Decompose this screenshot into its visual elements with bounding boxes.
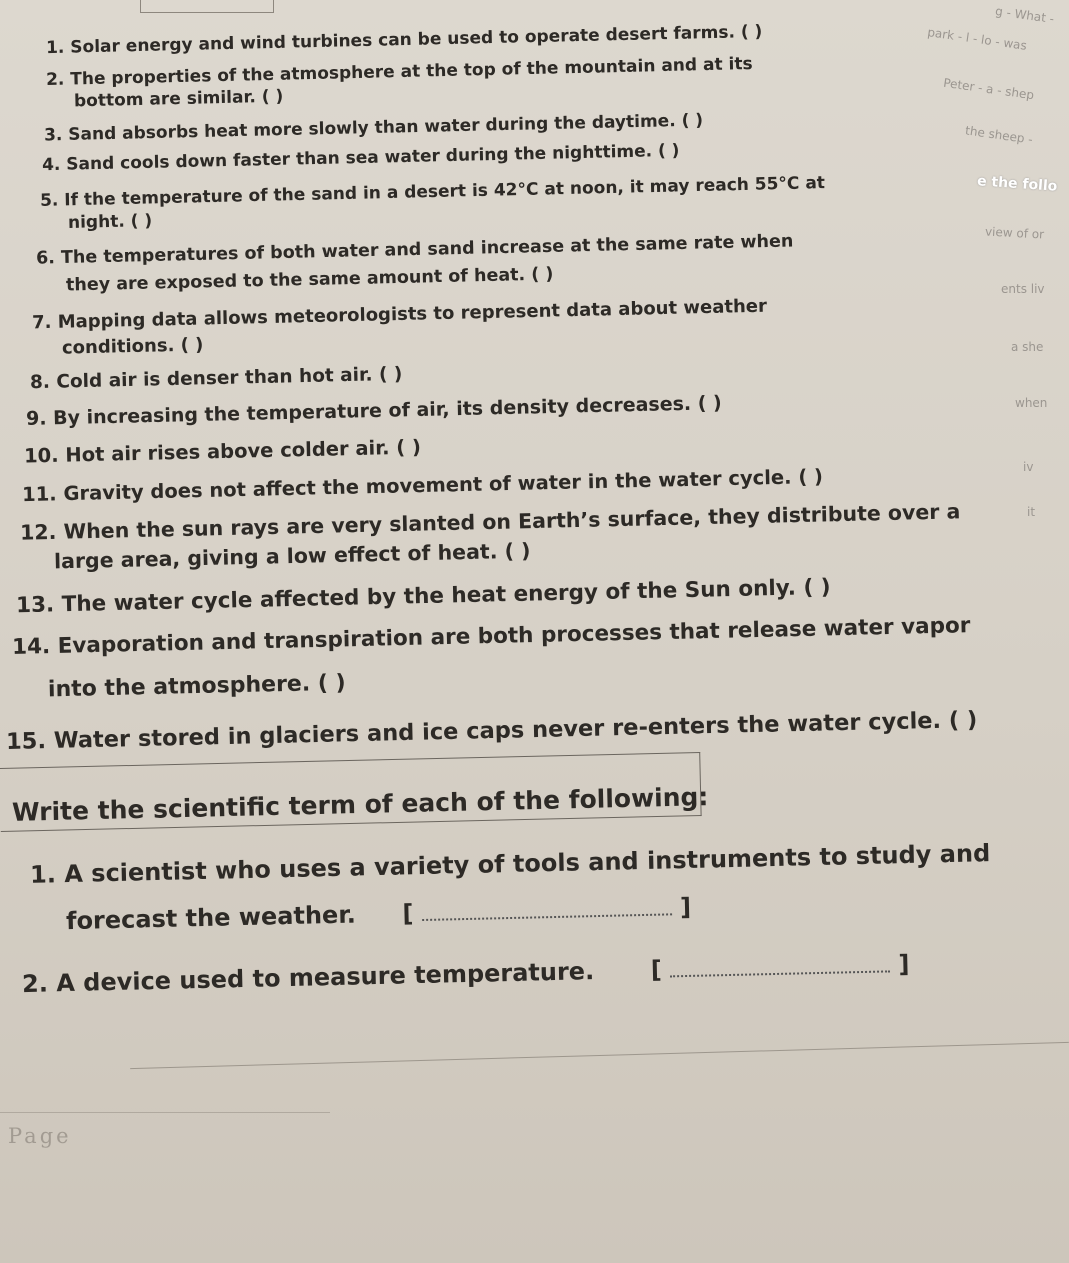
question-text: When the sun rays are very slanted on Earth’s surface, they distribute over a bbox=[63, 499, 961, 544]
question-number: 13. bbox=[15, 592, 55, 619]
question-6-cont bbox=[66, 264, 554, 295]
page-footer: Page bbox=[8, 1124, 72, 1148]
question-text: Evaporation and transpiration are both processes that release water vapor bbox=[57, 613, 971, 659]
question-text: If the temperature of the sand in a desert is 42°C at noon, it may reach 55°C at bbox=[64, 173, 826, 211]
term-text: A device used to measure temperature. bbox=[55, 957, 595, 998]
question-number: 5. bbox=[39, 190, 59, 211]
question-3 bbox=[44, 111, 703, 146]
question-7 bbox=[32, 296, 767, 334]
question-5 bbox=[40, 173, 825, 211]
term-number: 1. bbox=[29, 860, 57, 889]
question-text: Solar energy and wind turbines can be used to operate desert farms. ( ) bbox=[70, 21, 763, 58]
bleed-line: when bbox=[1015, 396, 1048, 410]
question-13 bbox=[16, 575, 831, 618]
question-12-cont bbox=[54, 539, 531, 574]
question-text: The temperatures of both water and sand increase at the same rate when bbox=[60, 231, 794, 269]
bleed-line: ents liv bbox=[1001, 282, 1045, 296]
term-1-cont bbox=[66, 893, 692, 935]
question-number: 11. bbox=[21, 482, 57, 507]
question-10 bbox=[24, 436, 421, 468]
question-text: conditions. ( ) bbox=[61, 334, 204, 359]
question-text: they are exposed to the same amount of heat. ( ) bbox=[65, 264, 554, 296]
question-8 bbox=[30, 364, 403, 393]
section-heading: Write the scientific term of each of the following: bbox=[11, 782, 709, 827]
bleed-line: iv bbox=[1023, 460, 1034, 474]
question-number: 6. bbox=[35, 248, 56, 269]
question-text: The water cycle affected by the heat energy of the Sun only. ( ) bbox=[61, 574, 831, 618]
question-text: Cold air is denser than hot air. ( ) bbox=[56, 363, 403, 393]
question-number: 9. bbox=[25, 407, 47, 430]
question-6 bbox=[36, 231, 794, 268]
open-bracket: [ bbox=[650, 955, 663, 984]
bleed-line: it bbox=[1027, 505, 1036, 519]
page-rule bbox=[130, 1042, 1069, 1069]
question-7-cont bbox=[62, 334, 204, 358]
bleed-line: g - What - bbox=[994, 3, 1055, 27]
term-2 bbox=[22, 950, 910, 998]
term-1 bbox=[30, 839, 991, 889]
question-number: 12. bbox=[19, 519, 57, 545]
question-12 bbox=[20, 499, 961, 544]
question-15 bbox=[6, 707, 978, 755]
question-text: The properties of the atmosphere at the top of the mountain and at its bbox=[70, 53, 753, 90]
term-text: forecast the weather. bbox=[65, 900, 357, 936]
question-2 bbox=[46, 54, 753, 90]
question-9 bbox=[26, 392, 722, 430]
term-number: 2. bbox=[21, 969, 49, 999]
question-14 bbox=[12, 613, 971, 660]
bleed-line: e the follo bbox=[976, 173, 1058, 195]
question-text: Sand absorbs heat more slowly than water during the daytime. ( ) bbox=[68, 110, 704, 145]
question-14-cont bbox=[48, 671, 346, 703]
page-rule bbox=[0, 1112, 330, 1113]
question-number: 14. bbox=[11, 634, 51, 660]
answer-blank-1[interactable] bbox=[422, 913, 672, 921]
question-number: 4. bbox=[41, 154, 61, 176]
question-number: 3. bbox=[43, 125, 63, 146]
bleed-line: view of or bbox=[984, 224, 1045, 242]
question-11 bbox=[22, 465, 823, 506]
question-number: 1. bbox=[45, 37, 65, 59]
top-box-edge bbox=[140, 0, 274, 13]
question-5-cont bbox=[68, 211, 153, 233]
question-text: Mapping data allows meteorologists to represent data about weather bbox=[57, 295, 768, 333]
question-number: 7. bbox=[31, 311, 52, 334]
close-bracket: ] bbox=[898, 949, 910, 979]
open-bracket: [ bbox=[402, 899, 414, 928]
question-text: night. ( ) bbox=[67, 211, 153, 233]
bleed-through-text bbox=[915, 0, 1069, 520]
bleed-line: park - l - lo - was bbox=[926, 25, 1028, 53]
question-number: 10. bbox=[23, 443, 59, 468]
question-text: into the atmosphere. ( ) bbox=[47, 670, 346, 703]
question-number: 2. bbox=[45, 69, 65, 91]
question-text: By increasing the temperature of air, its density decreases. ( ) bbox=[52, 392, 722, 430]
term-text: A scientist who uses a variety of tools and instruments to study and bbox=[63, 839, 991, 889]
question-text: Gravity does not affect the movement of water in the water cycle. ( ) bbox=[63, 464, 824, 506]
question-4 bbox=[42, 141, 680, 175]
question-1 bbox=[46, 22, 763, 58]
bleed-line: the sheep - bbox=[964, 123, 1034, 147]
answer-blank-2[interactable] bbox=[670, 970, 890, 977]
question-text: Water stored in glaciers and ice caps never re-enters the water cycle. ( ) bbox=[53, 706, 978, 754]
question-2-cont bbox=[74, 87, 284, 112]
bleed-line: a she bbox=[1011, 340, 1044, 354]
question-text: large area, giving a low effect of heat. ( ) bbox=[53, 538, 531, 574]
close-bracket: ] bbox=[679, 892, 692, 922]
bleed-line: Peter - a - shep bbox=[942, 75, 1035, 103]
question-number: 15. bbox=[5, 728, 47, 756]
question-text: Sand cools down faster than sea water during the nighttime. ( ) bbox=[66, 140, 680, 175]
question-text: bottom are similar. ( ) bbox=[73, 86, 284, 112]
question-text: Hot air rises above colder air. ( ) bbox=[65, 435, 422, 467]
question-number: 8. bbox=[29, 371, 51, 394]
